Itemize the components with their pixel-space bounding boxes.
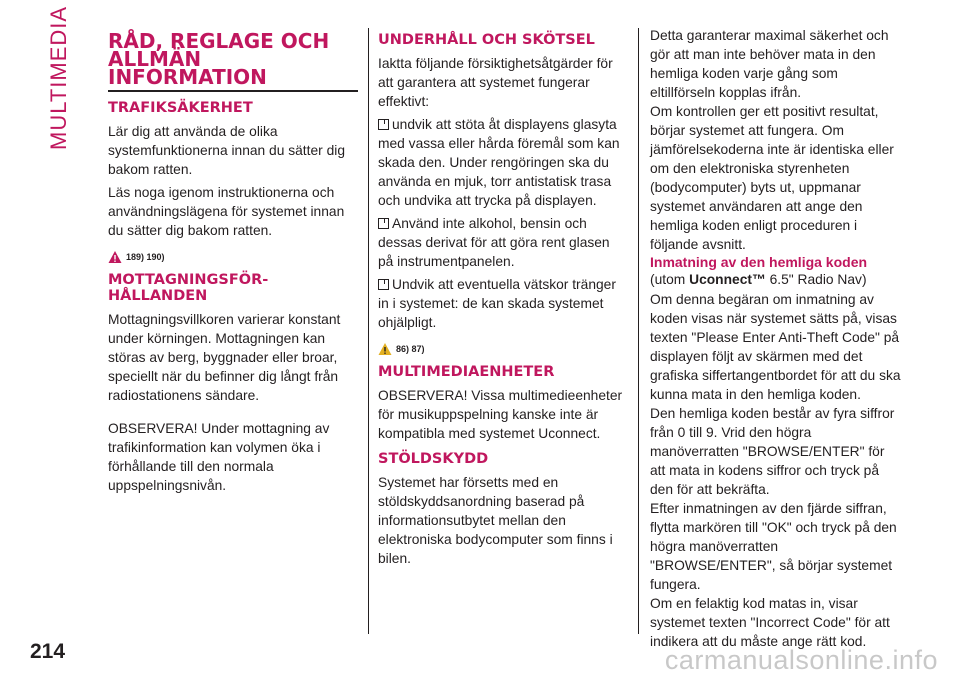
paragraph: Systemet har försetts med en stöldskyddsanordning baserad på informationsutbytet mellan den elektroniska bodycomputer som finns i bilen.: [378, 475, 613, 566]
column-2: [378, 26, 626, 572]
heading-underhall: UNDERHÅLL OCH SKÖTSEL: [378, 32, 595, 48]
paragraph: Läs noga igenom instruktionerna och användningslägena för systemet innan du sätter dig bakom ratten.: [108, 185, 345, 238]
column-1: [108, 26, 358, 499]
checkbox-bullet-icon: [378, 119, 389, 130]
checkbox-bullet-icon: [378, 279, 389, 290]
heading-inmatning: Inmatning av den hemliga koden: [650, 254, 868, 270]
bullet-text: Använd inte alkohol, bensin och dessas derivat för att göra rent glasen på instrumentpanelen.: [378, 216, 610, 269]
subheading-variant: [650, 271, 902, 288]
bullet-item: [378, 275, 626, 332]
watermark: carmanualsonline.info: [664, 645, 938, 675]
warning-refs: 189) 190): [126, 252, 165, 262]
chapter-title: RÅD, REGLAGE OCH ALLMÄN INFORMATION: [108, 32, 358, 92]
heading-stoldskydd: STÖLDSKYDD: [378, 451, 489, 467]
sub-suffix: 6.5" Radio Nav): [765, 272, 867, 287]
brand-name: Uconnect™: [689, 272, 766, 287]
warning-reference: [378, 342, 626, 356]
paragraph: Efter inmatningen av den fjärde siffran, flytta markören till "OK" och tryck på den högra manöverratten "BROWSE/ENTER", så börjar systemet fungera.: [650, 501, 897, 592]
section-tab-multimedia: MULTIMEDIA: [46, 5, 71, 150]
paragraph: Lär dig att använda de olika systemfunktionerna innan du sätter dig bakom ratten.: [108, 124, 345, 177]
bullet-item: [378, 214, 626, 271]
warning-refs: 86) 87): [396, 344, 425, 354]
paragraph: Den hemliga koden består av fyra siffror från 0 till 9. Vrid den högra manöverratten "BROWSE/ENTER" för att mata in kodens siffror och tryck på den för att bekräfta.: [650, 406, 895, 497]
column-3: [650, 26, 902, 651]
paragraph: Om kontrollen ger ett positivt resultat, börjar systemet att fungera. Om jämförelsekoderna inte är identiska eller om den elektroniska styrenheten (bodycomputer) byts ut, uppmanar systemet användaren att ange den hemliga koden enligt proceduren i följande avsnitt.: [650, 104, 894, 252]
warning-triangle-icon: [108, 250, 122, 264]
paragraph: Om denna begäran om inmatning av koden visas när systemet sätts på, visas texten "Please Enter Anti-Theft Code" på displayen följt av skärmen med det grafiska siffertangentbordet för att du ska kunna mata in den hemliga koden.: [650, 292, 901, 402]
page-number: 214: [30, 640, 66, 663]
paragraph-note: OBSERVERA! Under mottagning av trafikinformation kan volymen öka i förhållande till den normala uppspelningsnivån.: [108, 421, 330, 493]
checkbox-bullet-icon: [378, 218, 389, 229]
paragraph: Iaktta följande försiktighetsåtgärder för att garantera att systemet fungerar effektivt:: [378, 56, 613, 109]
sub-prefix: (utom: [650, 272, 690, 287]
bullet-text: Undvik att eventuella vätskor tränger in i systemet: de kan skada systemet ohjälpligt.: [378, 277, 616, 330]
paragraph: Om en felaktig kod matas in, visar systemet texten "Incorrect Code" för att indikera att du måste ange rätt kod.: [650, 596, 890, 649]
paragraph: Detta garanterar maximal säkerhet och gör att man inte behöver mata in den hemliga koden varje gång som eltillförseln kopplas ifrån.: [650, 28, 889, 100]
bullet-text: undvik att stöta åt displayens glasyta med vassa eller hårda föremål som kan skada den. Under rengöringen ska du använda en mjuk, torr antistatisk trasa och undvika att trycka på displayen.: [378, 117, 620, 208]
heading-trafiksakerhet: TRAFIKSÄKERHET: [108, 100, 253, 116]
bullet-item: [378, 115, 626, 210]
column-divider-2: [638, 28, 639, 634]
column-divider-1: [368, 28, 369, 634]
paragraph: Mottagningsvillkoren varierar konstant under körningen. Mottagningen kan störas av berg, byggnader eller broar, speciellt när du befinner dig långt från radiostationens sändare.: [108, 312, 341, 403]
warning-reference: [108, 250, 358, 264]
warning-triangle-icon: [378, 342, 392, 356]
paragraph-note: OBSERVERA! Vissa multimedieenheter för musikuppspelning kanske inte är kompatibla med systemet Uconnect.: [378, 388, 623, 441]
heading-mottagningsforhallanden: MOTTAGNINGSFÖR-HÅLLANDEN: [108, 272, 269, 304]
heading-multimediaenheter: MULTIMEDIAENHETER: [378, 364, 555, 380]
